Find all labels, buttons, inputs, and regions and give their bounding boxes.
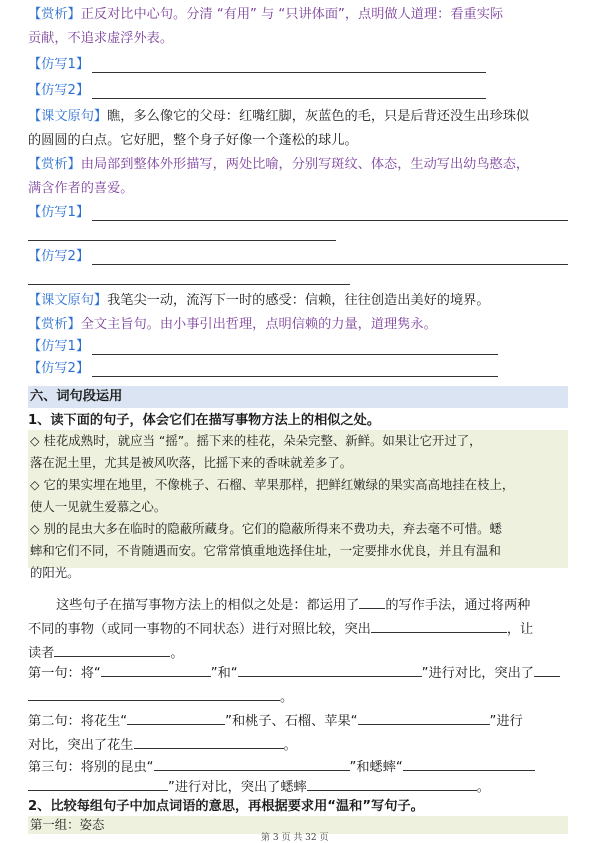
sentence-3-text-b: ”和蟋蟀“ (349, 760, 403, 775)
example-3-line-2: 蟀和它们不同，不肯随遇而安。它常常慎重地选择住址，一定要排水优良，并且有温和 (30, 543, 501, 558)
blank-s2-b[interactable] (358, 710, 490, 725)
appreciation-line (28, 316, 437, 334)
sentence-1-text-c: ”进行对比，突出了 (421, 666, 534, 681)
sentence-2-text-e: 。 (283, 738, 297, 753)
imitation-answer-line-2b[interactable] (28, 284, 350, 285)
imitation-answer-line-1[interactable] (92, 220, 568, 221)
similarity-line-1 (56, 594, 530, 615)
blank-s1-d[interactable] (28, 686, 280, 701)
sentence-3-text-a: 第三句：将别的昆虫“ (28, 760, 154, 775)
imitation-label-2: 【仿写2】 (28, 361, 90, 376)
imitation-answer-line-2[interactable] (92, 376, 498, 377)
imitation-answer-line-1[interactable] (92, 72, 486, 73)
imitation-answer-line-2[interactable] (92, 98, 486, 99)
similarity-text-b: 的写作手法，通过将两种 (385, 598, 531, 613)
blank-highlight[interactable] (371, 618, 507, 633)
sentence-2-line (28, 710, 523, 731)
blank-s3-a[interactable] (154, 756, 350, 771)
imitation-answer-line-2[interactable] (92, 264, 568, 265)
similarity-text-a: 这些句子在描写事物方法上的相似之处是：都运用了 (56, 598, 360, 613)
blank-s3-b[interactable] (403, 756, 535, 771)
imitation-answer-line-1b[interactable] (28, 240, 336, 241)
blank-s1-a[interactable] (101, 662, 211, 677)
similarity-line-2 (28, 618, 533, 639)
tag-original-sentence: 【课文原句】 (28, 109, 108, 124)
imitation-label-1: 【仿写1】 (28, 57, 90, 72)
blank-s1-b[interactable] (238, 662, 422, 677)
original-sentence-text: 我笔尖一动，流泻下一时的感受：信赖，往往创造出美好的境界。 (107, 293, 490, 308)
original-sentence-line (28, 292, 490, 310)
sentence-2-text-b: ”和桃子、石榴、苹果“ (225, 714, 358, 729)
sentence-2-text-d: 对比，突出了花生 (28, 738, 134, 753)
sentence-1-text-d: 。 (280, 690, 294, 705)
sentence-3-line-2 (28, 776, 490, 797)
section-title: 六、词句段运用 (30, 389, 123, 404)
appreciation-text-cont: 贡献，不追求虚浮外表。 (28, 31, 174, 46)
example-1-line-1: ◇ 桂花成熟时，就应当 “摇”。摇下来的桂花，朵朵完整、新鲜。如果让它开过了， (30, 433, 482, 448)
appreciation-text-cont: 满含作者的喜爱。 (28, 181, 134, 196)
example-1-line-2: 落在泥土里，尤其是被风吹落，比摇下来的香味就差多了。 (30, 455, 353, 470)
similarity-text-d: ，让 (506, 622, 534, 637)
sentence-2-text-c: ”进行 (489, 714, 523, 729)
original-sentence-text: 瞧，多么像它的父母：红嘴红脚，灰蓝色的毛，只是后背还没生出珍珠似 (107, 109, 530, 124)
imitation-label-2: 【仿写2】 (28, 83, 90, 98)
similarity-text-c: 不同的事物（或同一事物的不同状态）进行对照比较，突出 (28, 622, 371, 637)
blank-reader[interactable] (54, 642, 170, 657)
question-1-prompt: 1、读下面的句子，体会它们在描写事物方法上的相似之处。 (28, 413, 381, 428)
sentence-1-line (28, 662, 560, 683)
blank-writing-technique[interactable] (359, 594, 385, 609)
example-2-line-2: 使人一见就生爱慕之心。 (30, 499, 167, 514)
tag-appreciation: 【赏析】 (28, 7, 81, 22)
blank-s1-c[interactable] (534, 662, 560, 677)
appreciation-line (28, 6, 503, 24)
similarity-text-f: 。 (170, 646, 184, 661)
sentence-1-text-a: 第一句：将“ (28, 666, 101, 681)
appreciation-text: 由局部到整体外形描写，两处比喻，分别写斑纹、体态，生动写出幼鸟憨态， (80, 157, 530, 172)
imitation-label-1: 【仿写1】 (28, 339, 90, 354)
tag-appreciation: 【赏析】 (28, 317, 81, 332)
imitation-label-1: 【仿写1】 (28, 205, 90, 220)
page-footer: 第 3 页 共 32 页 (261, 833, 329, 843)
example-3-line-3: 的阳光。 (30, 565, 80, 580)
blank-s2-c[interactable] (134, 734, 284, 749)
original-sentence-cont: 的圆圆的白点。它好肥，整个身子好像一个蓬松的球儿。 (28, 133, 358, 148)
example-2-line-1: ◇ 它的果实埋在地里，不像桃子、石榴、苹果那样，把鲜红嫩绿的果实高高地挂在枝上， (30, 477, 515, 492)
imitation-label-2: 【仿写2】 (28, 249, 90, 264)
appreciation-text: 全文主旨句。由小事引出哲理，点明信赖的力量，道理隽永。 (80, 317, 437, 332)
group-1-label: 第一组：姿态 (30, 817, 105, 832)
blank-s3-c[interactable] (28, 776, 168, 791)
sentence-1-line-2 (28, 686, 293, 707)
original-sentence-line (28, 108, 529, 126)
blank-s2-a[interactable] (127, 710, 225, 725)
sentence-3-line (28, 756, 535, 777)
tag-appreciation: 【赏析】 (28, 157, 81, 172)
example-3-line-1: ◇ 别的昆虫大多在临时的隐蔽所藏身。它们的隐蔽所得来不费功夫，弃去毫不可惜。蟋 (30, 521, 502, 536)
blank-s3-d[interactable] (307, 776, 477, 791)
tag-original-sentence: 【课文原句】 (28, 293, 108, 308)
sentence-1-text-b: ”和“ (210, 666, 238, 681)
similarity-line-3 (28, 642, 184, 663)
appreciation-text: 正反对比中心句。分清 “有用” 与 “只讲体面”，点明做人道理：看重实际 (80, 7, 504, 22)
similarity-text-e: 读者 (28, 646, 55, 661)
sentence-3-text-c: ”进行对比，突出了蟋蟀 (168, 780, 307, 795)
sentence-2-line-2 (28, 734, 297, 755)
appreciation-line (28, 156, 529, 174)
sentence-3-text-d: 。 (476, 780, 490, 795)
imitation-answer-line-1[interactable] (92, 354, 498, 355)
sentence-2-text-a: 第二句：将花生“ (28, 714, 128, 729)
question-2-prompt: 2、比较每组句子中加点词语的意思，再根据要求用“温和”写句子。 (28, 799, 424, 814)
